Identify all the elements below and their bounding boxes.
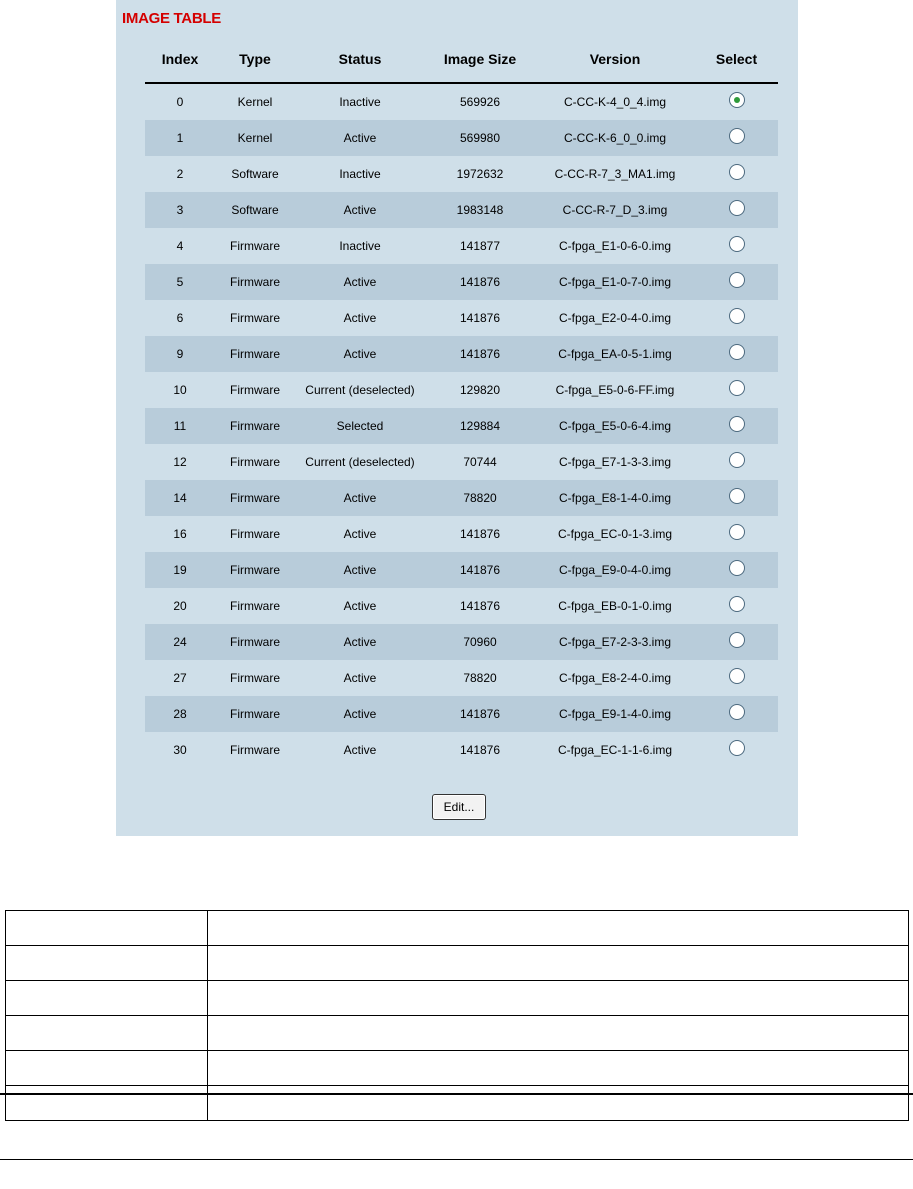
cell-select	[695, 120, 778, 156]
table-row	[145, 624, 778, 660]
column-header-image-size: Image Size	[425, 40, 535, 83]
table-row	[145, 588, 778, 624]
select-radio[interactable]	[729, 740, 745, 756]
cell-status: Active	[295, 660, 425, 696]
cell-status: Active	[295, 336, 425, 372]
cell-image-size: 141876	[425, 732, 535, 768]
cell-index: 3	[145, 192, 215, 228]
reference-table	[5, 910, 909, 1121]
ref-table-row	[6, 946, 909, 981]
column-header-version: Version	[535, 40, 695, 83]
cell-type: Firmware	[215, 444, 295, 480]
cell-select	[695, 516, 778, 552]
cell-version: C-fpga_EA-0-5-1.img	[535, 336, 695, 372]
ref-cell-value	[208, 1086, 909, 1121]
select-radio[interactable]	[729, 308, 745, 324]
cell-image-size: 129884	[425, 408, 535, 444]
cell-index: 2	[145, 156, 215, 192]
select-radio[interactable]	[729, 164, 745, 180]
cell-index: 14	[145, 480, 215, 516]
cell-image-size: 1972632	[425, 156, 535, 192]
cell-type: Firmware	[215, 336, 295, 372]
cell-index: 12	[145, 444, 215, 480]
cell-select	[695, 83, 778, 120]
cell-select	[695, 588, 778, 624]
cell-select	[695, 300, 778, 336]
cell-type: Firmware	[215, 588, 295, 624]
cell-select	[695, 552, 778, 588]
image-table	[145, 40, 778, 768]
ref-cell-label	[6, 911, 208, 946]
cell-select	[695, 228, 778, 264]
cell-type: Kernel	[215, 83, 295, 120]
cell-version: C-fpga_EB-0-1-0.img	[535, 588, 695, 624]
select-radio[interactable]	[729, 632, 745, 648]
cell-select	[695, 264, 778, 300]
cell-image-size: 141876	[425, 552, 535, 588]
cell-version: C-CC-K-6_0_0.img	[535, 120, 695, 156]
cell-status: Inactive	[295, 156, 425, 192]
cell-index: 27	[145, 660, 215, 696]
cell-version: C-fpga_E7-1-3-3.img	[535, 444, 695, 480]
select-radio[interactable]	[729, 380, 745, 396]
cell-select	[695, 480, 778, 516]
cell-index: 0	[145, 83, 215, 120]
cell-image-size: 569926	[425, 83, 535, 120]
cell-index: 6	[145, 300, 215, 336]
ref-cell-label	[6, 946, 208, 981]
cell-version: C-CC-K-4_0_4.img	[535, 83, 695, 120]
cell-type: Firmware	[215, 300, 295, 336]
ref-cell-value	[208, 1016, 909, 1051]
ref-table-row	[6, 1051, 909, 1086]
cell-version: C-fpga_E2-0-4-0.img	[535, 300, 695, 336]
cell-version: C-fpga_E5-0-6-FF.img	[535, 372, 695, 408]
cell-status: Active	[295, 552, 425, 588]
cell-version: C-fpga_EC-1-1-6.img	[535, 732, 695, 768]
cell-type: Firmware	[215, 228, 295, 264]
cell-type: Firmware	[215, 408, 295, 444]
cell-version: C-CC-R-7_3_MA1.img	[535, 156, 695, 192]
cell-select	[695, 624, 778, 660]
cell-image-size: 70960	[425, 624, 535, 660]
cell-select	[695, 696, 778, 732]
select-radio[interactable]	[729, 596, 745, 612]
cell-image-size: 141876	[425, 336, 535, 372]
cell-select	[695, 408, 778, 444]
cell-image-size: 141877	[425, 228, 535, 264]
select-radio[interactable]	[729, 128, 745, 144]
table-row	[145, 300, 778, 336]
cell-version: C-fpga_E5-0-6-4.img	[535, 408, 695, 444]
table-row	[145, 336, 778, 372]
cell-version: C-fpga_E1-0-7-0.img	[535, 264, 695, 300]
ref-cell-label	[6, 1016, 208, 1051]
table-row	[145, 480, 778, 516]
table-row	[145, 120, 778, 156]
cell-status: Active	[295, 696, 425, 732]
ref-table-row	[6, 911, 909, 946]
image-table-body	[145, 83, 778, 768]
cell-index: 19	[145, 552, 215, 588]
ref-cell-label	[6, 1086, 208, 1121]
cell-type: Firmware	[215, 732, 295, 768]
cell-status: Current (deselected)	[295, 444, 425, 480]
cell-index: 11	[145, 408, 215, 444]
cell-type: Firmware	[215, 552, 295, 588]
select-radio[interactable]	[729, 668, 745, 684]
select-radio[interactable]	[729, 416, 745, 432]
select-radio[interactable]	[729, 344, 745, 360]
table-row	[145, 516, 778, 552]
cell-index: 5	[145, 264, 215, 300]
cell-image-size: 1983148	[425, 192, 535, 228]
image-table-panel	[116, 0, 798, 836]
cell-status: Active	[295, 588, 425, 624]
column-header-status: Status	[295, 40, 425, 83]
table-row	[145, 660, 778, 696]
ref-cell-value	[208, 1051, 909, 1086]
ref-cell-value	[208, 911, 909, 946]
cell-status: Selected	[295, 408, 425, 444]
select-radio[interactable]	[729, 452, 745, 468]
select-radio[interactable]	[729, 92, 745, 108]
cell-status: Inactive	[295, 228, 425, 264]
cell-index: 9	[145, 336, 215, 372]
cell-select	[695, 660, 778, 696]
divider-thick	[0, 1093, 913, 1095]
cell-status: Inactive	[295, 83, 425, 120]
table-row	[145, 444, 778, 480]
table-row	[145, 732, 778, 768]
cell-status: Active	[295, 300, 425, 336]
cell-image-size: 141876	[425, 264, 535, 300]
cell-type: Software	[215, 156, 295, 192]
cell-type: Firmware	[215, 516, 295, 552]
cell-select	[695, 156, 778, 192]
cell-image-size: 129820	[425, 372, 535, 408]
cell-image-size: 141876	[425, 300, 535, 336]
cell-select	[695, 732, 778, 768]
cell-index: 30	[145, 732, 215, 768]
cell-image-size: 141876	[425, 516, 535, 552]
cell-version: C-CC-R-7_D_3.img	[535, 192, 695, 228]
divider-thin	[0, 1159, 913, 1160]
cell-status: Active	[295, 516, 425, 552]
table-row	[145, 408, 778, 444]
cell-status: Active	[295, 120, 425, 156]
cell-index: 28	[145, 696, 215, 732]
cell-image-size: 78820	[425, 660, 535, 696]
cell-type: Firmware	[215, 372, 295, 408]
column-header-index: Index	[145, 40, 215, 83]
select-radio[interactable]	[729, 200, 745, 216]
cell-image-size: 78820	[425, 480, 535, 516]
table-row	[145, 552, 778, 588]
cell-type: Firmware	[215, 696, 295, 732]
ref-table-row	[6, 981, 909, 1016]
panel-title: IMAGE TABLE	[122, 10, 221, 27]
edit-button[interactable]: Edit...	[432, 794, 486, 820]
table-row	[145, 696, 778, 732]
cell-version: C-fpga_E9-0-4-0.img	[535, 552, 695, 588]
cell-image-size: 141876	[425, 696, 535, 732]
cell-select	[695, 444, 778, 480]
table-row	[145, 192, 778, 228]
cell-version: C-fpga_E1-0-6-0.img	[535, 228, 695, 264]
select-radio[interactable]	[729, 524, 745, 540]
cell-type: Firmware	[215, 660, 295, 696]
table-row	[145, 372, 778, 408]
cell-status: Active	[295, 264, 425, 300]
select-radio[interactable]	[729, 704, 745, 720]
table-row	[145, 156, 778, 192]
cell-status: Active	[295, 192, 425, 228]
column-header-select: Select	[695, 40, 778, 83]
table-row	[145, 264, 778, 300]
cell-status: Current (deselected)	[295, 372, 425, 408]
cell-index: 24	[145, 624, 215, 660]
ref-cell-label	[6, 981, 208, 1016]
select-radio[interactable]	[729, 488, 745, 504]
cell-select	[695, 336, 778, 372]
cell-type: Firmware	[215, 480, 295, 516]
cell-image-size: 569980	[425, 120, 535, 156]
ref-cell-label	[6, 1051, 208, 1086]
cell-version: C-fpga_EC-0-1-3.img	[535, 516, 695, 552]
select-radio[interactable]	[729, 272, 745, 288]
cell-version: C-fpga_E8-2-4-0.img	[535, 660, 695, 696]
table-row	[145, 83, 778, 120]
cell-index: 1	[145, 120, 215, 156]
ref-cell-value	[208, 946, 909, 981]
cell-type: Firmware	[215, 264, 295, 300]
ref-table-row	[6, 1016, 909, 1051]
cell-status: Active	[295, 732, 425, 768]
ref-cell-value	[208, 981, 909, 1016]
cell-select	[695, 192, 778, 228]
cell-image-size: 141876	[425, 588, 535, 624]
cell-version: C-fpga_E9-1-4-0.img	[535, 696, 695, 732]
cell-status: Active	[295, 624, 425, 660]
select-radio[interactable]	[729, 236, 745, 252]
cell-type: Firmware	[215, 624, 295, 660]
cell-type: Kernel	[215, 120, 295, 156]
cell-index: 10	[145, 372, 215, 408]
cell-select	[695, 372, 778, 408]
cell-image-size: 70744	[425, 444, 535, 480]
table-row	[145, 228, 778, 264]
cell-index: 16	[145, 516, 215, 552]
cell-index: 20	[145, 588, 215, 624]
cell-version: C-fpga_E8-1-4-0.img	[535, 480, 695, 516]
column-header-type: Type	[215, 40, 295, 83]
table-header-row	[145, 40, 778, 83]
cell-type: Software	[215, 192, 295, 228]
cell-index: 4	[145, 228, 215, 264]
ref-table-row	[6, 1086, 909, 1121]
select-radio[interactable]	[729, 560, 745, 576]
cell-status: Active	[295, 480, 425, 516]
cell-version: C-fpga_E7-2-3-3.img	[535, 624, 695, 660]
